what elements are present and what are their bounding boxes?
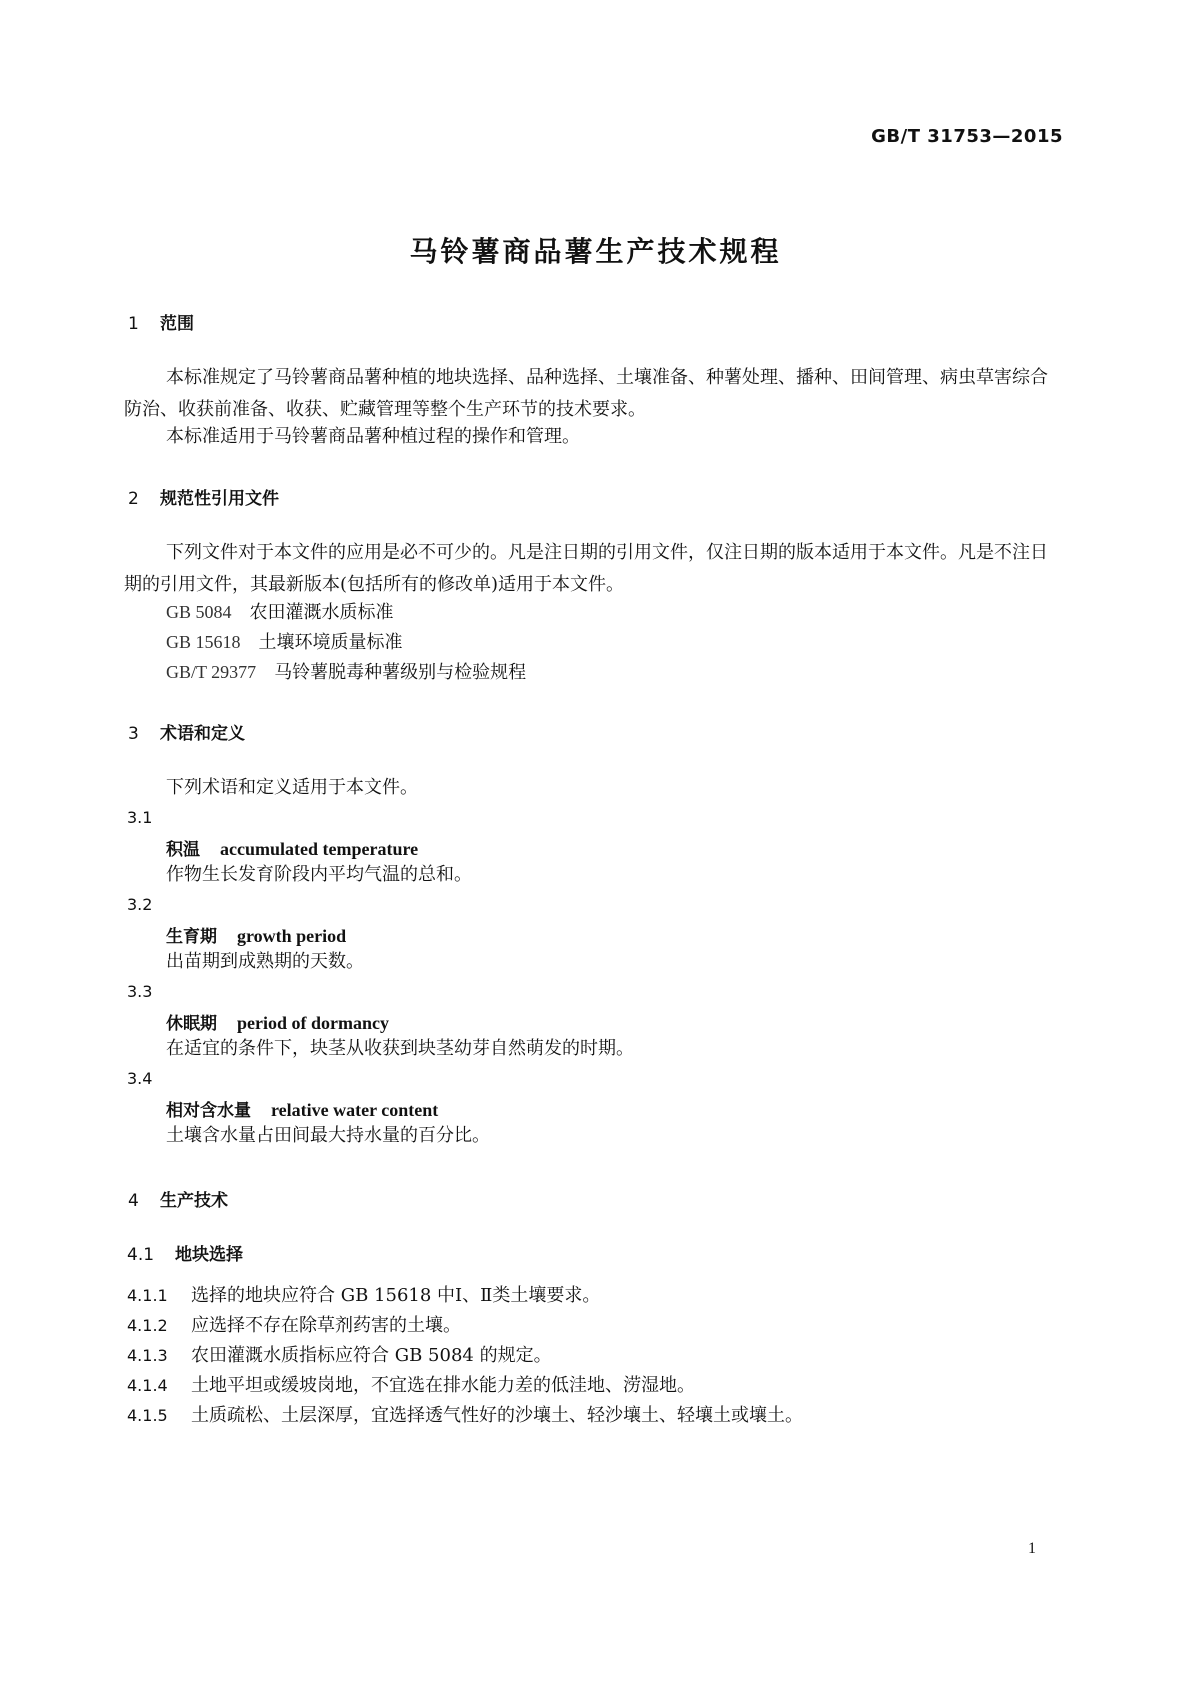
clause-number: 4.1.1 xyxy=(127,1286,168,1305)
clause-number: 4.1.5 xyxy=(127,1406,168,1425)
section-number: 3 xyxy=(128,724,139,744)
reference-code: GB 5084 xyxy=(166,602,232,622)
term-definition: 作物生长发育阶段内平均气温的总和。 xyxy=(166,864,472,885)
section-number: 1 xyxy=(128,314,139,334)
clause-text: 选择的地块应符合 GB 15618 中Ⅰ、Ⅱ类土壤要求。 xyxy=(191,1285,601,1306)
term-entry xyxy=(166,1096,438,1121)
section-2-heading xyxy=(128,484,279,509)
reference-code: GB 15618 xyxy=(166,632,241,652)
term-zh: 生育期 xyxy=(166,927,217,947)
page-number: 1 xyxy=(1028,1540,1036,1557)
clause-number: 4.1.2 xyxy=(127,1316,168,1335)
reference-code: GB/T 29377 xyxy=(166,662,257,682)
clause-number: 4.1.4 xyxy=(127,1376,168,1395)
standard-number: GB/T 31753—2015 xyxy=(871,126,1063,147)
term-definition: 在适宜的条件下，块茎从收获到块茎幼芽自然萌发的时期。 xyxy=(166,1038,634,1059)
reference-title: 马铃薯脱毒种薯级别与检验规程 xyxy=(274,662,527,683)
section-title: 生产技术 xyxy=(160,1191,228,1211)
clause xyxy=(127,1310,461,1342)
term-zh: 休眠期 xyxy=(166,1014,217,1034)
reference-title: 农田灌溉水质标准 xyxy=(249,602,394,623)
term-definition: 出苗期到成熟期的天数。 xyxy=(166,951,364,972)
clause xyxy=(127,1400,803,1432)
clause-text: 土质疏松、土层深厚，宜选择透气性好的沙壤土、轻沙壤土、轻壤土或壤土。 xyxy=(191,1405,803,1426)
document-title: 马铃薯商品薯生产技术规程 xyxy=(409,235,782,268)
term-zh: 积温 xyxy=(166,840,200,860)
section-1-paragraph-2: 本标准适用于马铃薯商品薯种植过程的操作和管理。 xyxy=(166,426,580,447)
clause-number: 4.1.3 xyxy=(127,1346,168,1365)
term-zh: 相对含水量 xyxy=(166,1101,251,1121)
section-title: 规范性引用文件 xyxy=(160,489,279,509)
section-4-heading xyxy=(128,1186,228,1211)
subsection-number: 4.1 xyxy=(127,1245,155,1265)
term-number: 3.2 xyxy=(127,895,153,914)
term-en: period of dormancy xyxy=(237,1013,389,1033)
section-1-paragraph-1: 本标准规定了马铃薯商品薯种植的地块选择、品种选择、土壤准备、种薯处理、播种、田间管理、病虫草害综合防治、收获前准备、收获、贮藏管理等整个生产环节的技术要求。 xyxy=(124,367,1048,420)
normative-reference xyxy=(166,596,394,629)
clause-text: 应选择不存在除草剂药害的土壤。 xyxy=(191,1315,461,1336)
clause xyxy=(127,1340,552,1372)
subsection-4-1-heading xyxy=(127,1240,243,1265)
normative-reference xyxy=(166,626,403,659)
section-title: 范围 xyxy=(160,314,194,334)
section-title: 术语和定义 xyxy=(160,724,245,744)
section-number: 4 xyxy=(128,1191,139,1211)
term-entry xyxy=(166,922,346,947)
section-3-intro: 下列术语和定义适用于本文件。 xyxy=(166,777,418,798)
reference-title: 土壤环境质量标准 xyxy=(258,632,403,653)
clause xyxy=(127,1370,695,1402)
normative-reference xyxy=(166,656,526,689)
term-number: 3.4 xyxy=(127,1069,153,1088)
section-1-heading xyxy=(128,309,194,334)
section-2-paragraph-1: 下列文件对于本文件的应用是必不可少的。凡是注日期的引用文件，仅注日期的版本适用于本文件。凡是不注日期的引用文件，其最新版本(包括所有的修改单)适用于本文件。 xyxy=(124,542,1048,595)
term-entry xyxy=(166,835,418,860)
term-number: 3.1 xyxy=(127,808,153,827)
term-entry xyxy=(166,1009,389,1034)
clause-text: 农田灌溉水质指标应符合 GB 5084 的规定。 xyxy=(191,1345,552,1366)
subsection-title: 地块选择 xyxy=(175,1245,243,1265)
clause-text: 土地平坦或缓坡岗地，不宜选在排水能力差的低洼地、涝湿地。 xyxy=(191,1375,695,1396)
term-en: accumulated temperature xyxy=(220,839,419,859)
clause xyxy=(127,1280,600,1312)
term-en: growth period xyxy=(237,926,347,946)
term-en: relative water content xyxy=(271,1100,439,1120)
term-definition: 土壤含水量占田间最大持水量的百分比。 xyxy=(166,1125,490,1146)
term-number: 3.3 xyxy=(127,982,153,1001)
section-3-heading xyxy=(128,719,245,744)
section-number: 2 xyxy=(128,489,139,509)
